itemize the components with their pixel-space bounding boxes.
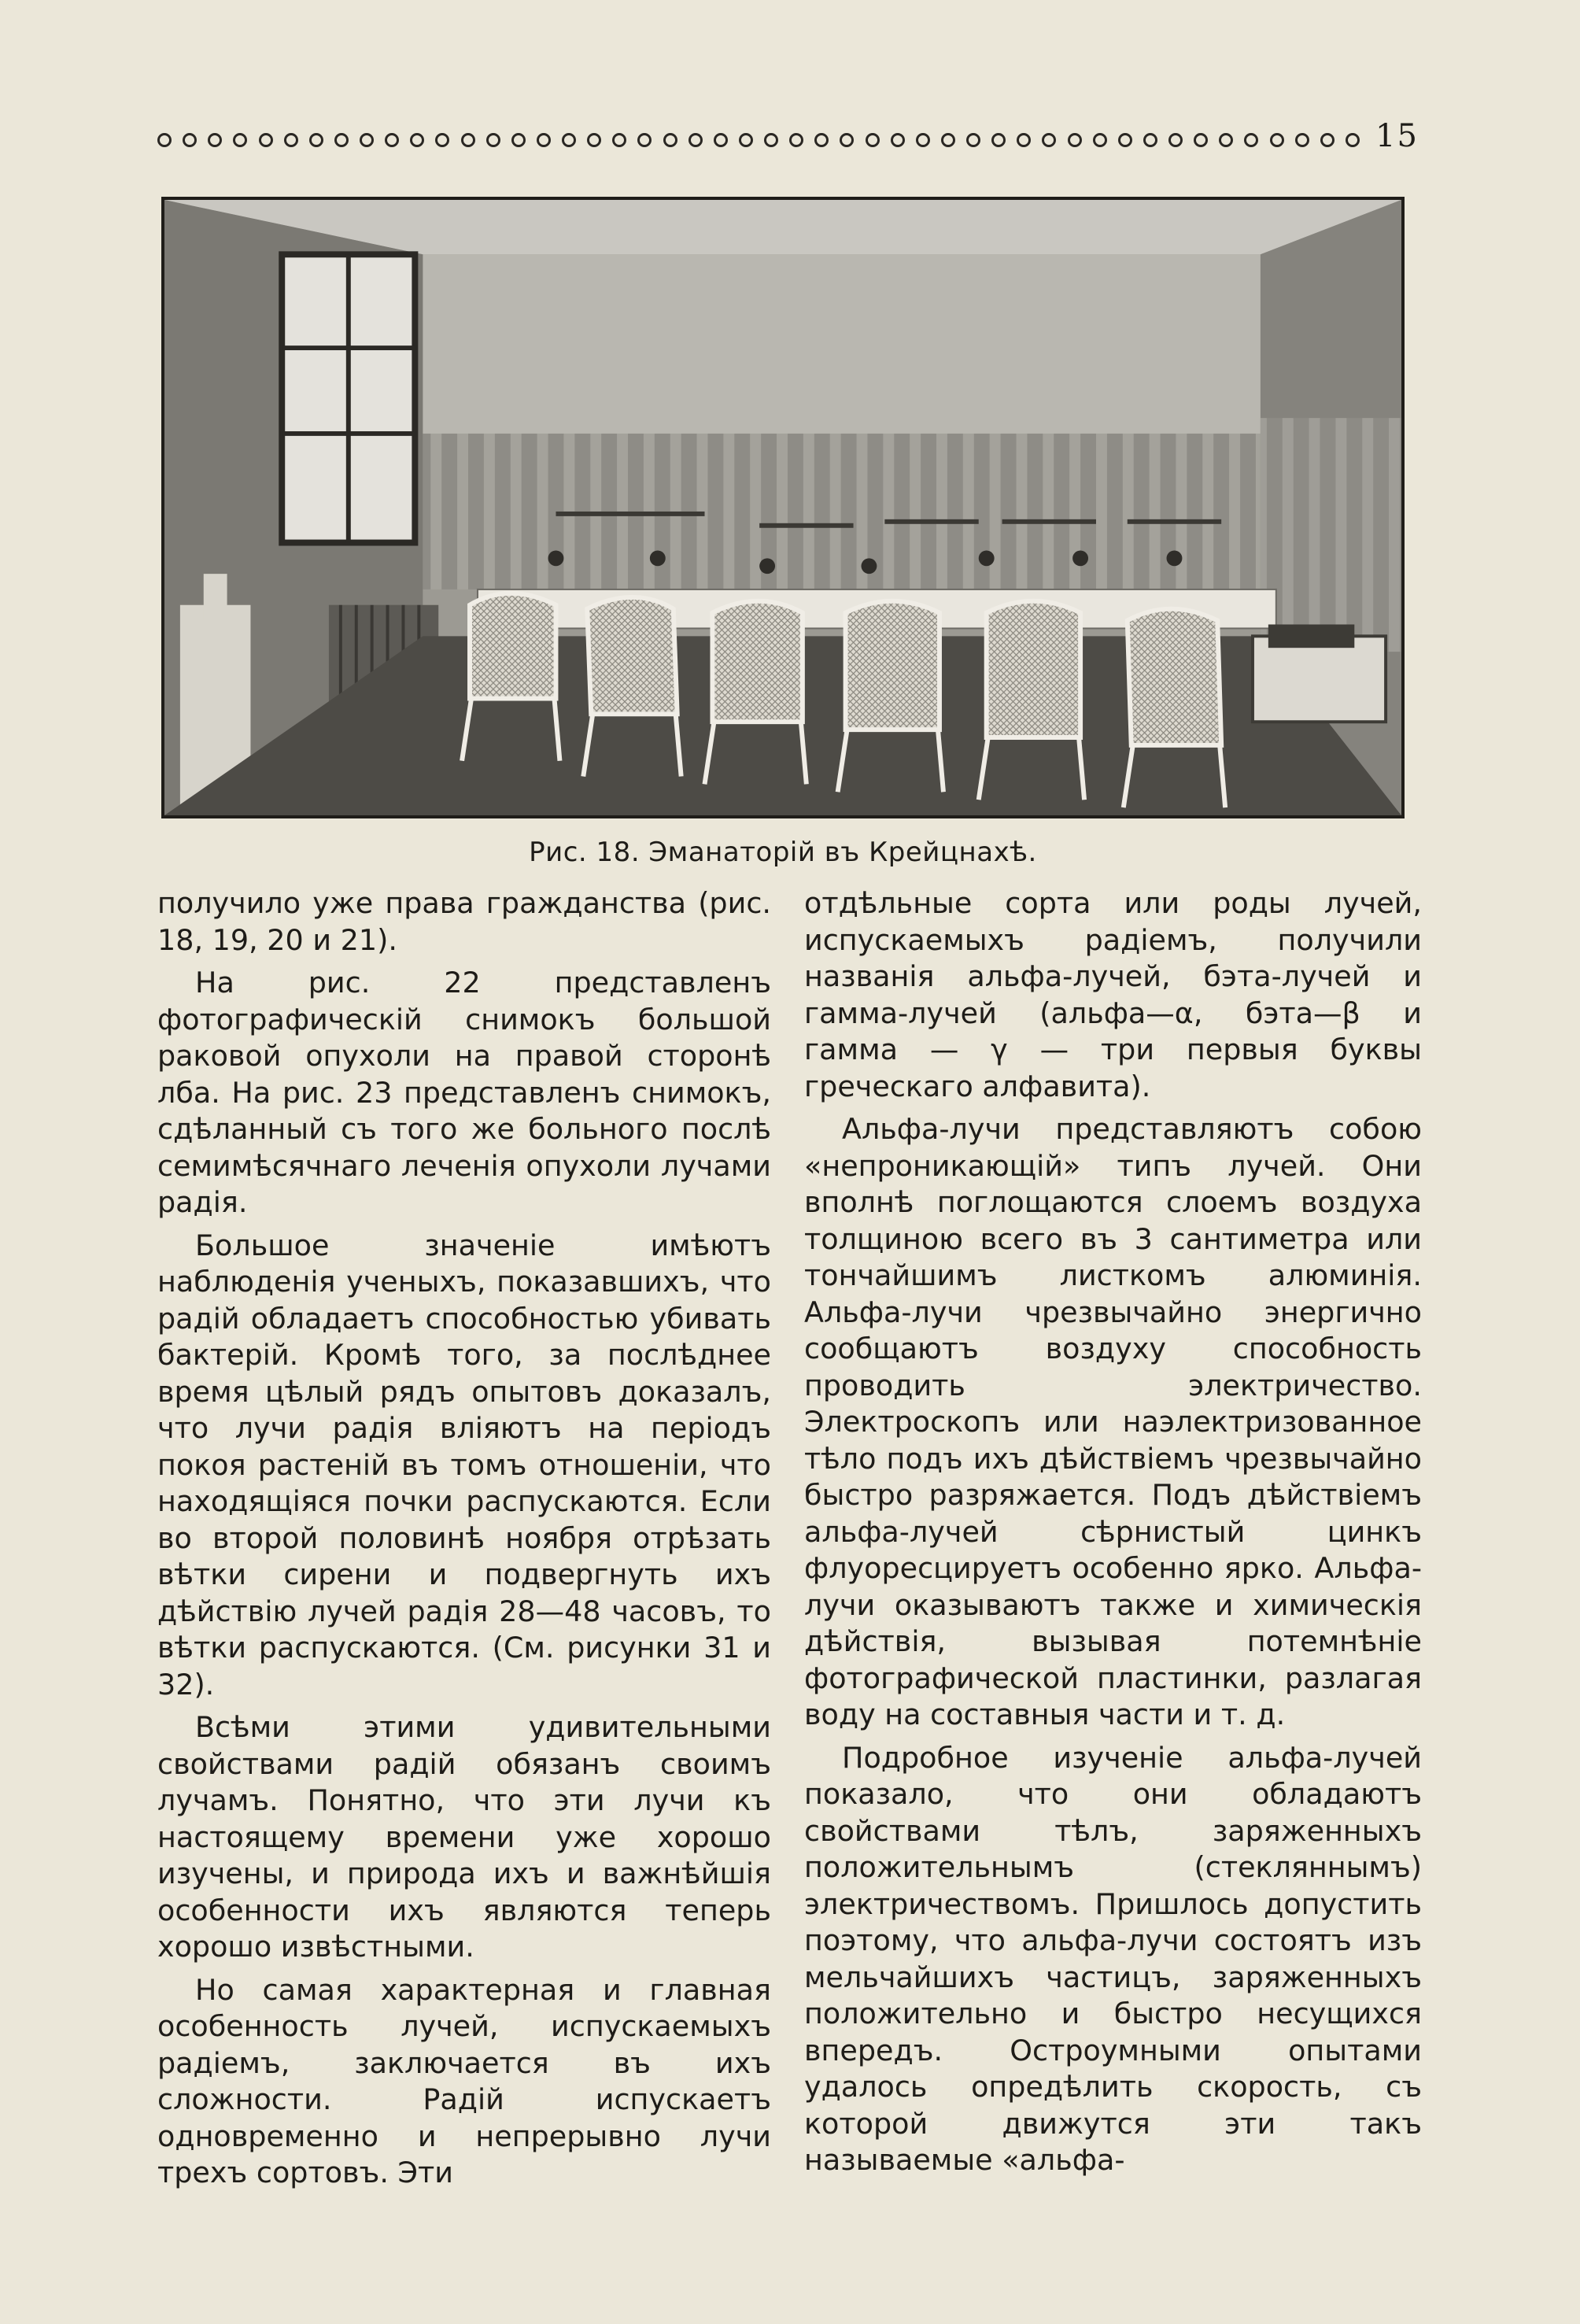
ornament-ring (814, 133, 829, 147)
ornament-ring (208, 133, 222, 147)
ornament-ring (1295, 133, 1309, 147)
ornament-ring (1168, 133, 1183, 147)
ornament-ring (789, 133, 803, 147)
ornament-ring (435, 133, 449, 147)
ornament-ring (385, 133, 399, 147)
ornament-ring (739, 133, 753, 147)
ornament-ring (511, 133, 526, 147)
ornament-ring (486, 133, 500, 147)
ornament-ring (714, 133, 728, 147)
ornament-ring (461, 133, 475, 147)
figure-caption: Рис. 18. Эманаторій въ Крейцнахѣ. (529, 837, 1037, 868)
page-number: 15 (1375, 118, 1419, 154)
paragraph: Большое значеніе имѣютъ наблюденія ученыхъ, показавшихъ, что радій обладаетъ способностью убивать бактерій. Кромѣ того, за послѣднее время цѣлый рядъ опытовъ доказалъ, что лучи радія вліяютъ на періодъ покоя растеній въ томъ отношеніи, что находящіяся почки распускаются. Если во второй половинѣ ноября отрѣзать вѣтки сирени и подвергнуть ихъ дѣйствію лучей радія 28—48 часовъ, то вѣтки распускаются. (См. рисунки 31 и 32). (157, 1228, 771, 1701)
ornament-ring (688, 133, 703, 147)
header-ornament-row (157, 128, 1360, 152)
ornament-ring (663, 133, 677, 147)
ornament-ring (1194, 133, 1208, 147)
ornament-ring (1143, 133, 1157, 147)
ornament-ring (1093, 133, 1107, 147)
ornament-ring (866, 133, 880, 147)
ornament-ring (1042, 133, 1056, 147)
room-photo-illustration (164, 200, 1401, 815)
ornament-ring (562, 133, 576, 147)
ornament-ring (537, 133, 551, 147)
ornament-ring (840, 133, 854, 147)
ornament-ring (410, 133, 424, 147)
paragraph: Но самая характерная и главная особенность лучей, испускаемыхъ радіемъ, заключается въ ихъ сложности. Радій испускаетъ одновременно и непрерывно лучи трехъ сортовъ. Эти (157, 1972, 771, 2189)
ornament-ring (233, 133, 247, 147)
ornament-ring (284, 133, 298, 147)
ornament-ring (1068, 133, 1082, 147)
ornament-ring (1346, 133, 1360, 147)
text-column-left (157, 885, 771, 2198)
ornament-ring (587, 133, 601, 147)
ornament-ring (1244, 133, 1258, 147)
ornament-ring (309, 133, 323, 147)
figure-photo-emanatorium (161, 197, 1405, 818)
ornament-ring (1017, 133, 1031, 147)
ornament-ring (157, 133, 172, 147)
paragraph: получило уже права гражданства (рис. 18, 19, 20 и 21). (157, 886, 771, 957)
ornament-ring (1320, 133, 1335, 147)
ornament-ring (334, 133, 349, 147)
paragraph: отдѣльные сорта или роды лучей, испускаемыхъ радіемъ, получили названія альфа-лучей, бэта-лучей и гамма-лучей (альфа—α, бэта—β и гамма — γ — три первыя буквы греческаго алфавита). (804, 886, 1422, 1103)
ornament-ring (916, 133, 930, 147)
ornament-ring (637, 133, 652, 147)
ornament-ring (1270, 133, 1284, 147)
ornament-ring (991, 133, 1006, 147)
paragraph: Всѣми этими удивительными свойствами радій обязанъ своимъ лучамъ. Понятно, что эти лучи къ настоящему времени уже хорошо изучены, и природа ихъ и важнѣйшія особенности ихъ являются теперь хорошо извѣстными. (157, 1710, 771, 1964)
ornament-ring (1219, 133, 1233, 147)
ornament-ring (259, 133, 273, 147)
ornament-ring (360, 133, 374, 147)
ornament-ring (764, 133, 778, 147)
paragraph: Альфа-лучи представляютъ собою «непроникающій» типъ лучей. Они вполнѣ поглощаются слоемъ воздуха толщиною всего въ 3 сантиметра или тончайшимъ листкомъ алюминія. Альфа-лучи чрезвычайно энергично сообщаютъ воздуху способность проводить электричество. Электроскопъ или наэлектризованное тѣло подъ ихъ дѣйствіемъ чрезвычайно быстро разряжается. Подъ дѣйствіемъ альфа-лучей сѣрнистый цинкъ флуоресцируетъ особенно ярко. Альфа-лучи оказываютъ также и химическія дѣйствія, вызывая потемнѣніе фотографической пластинки, разлагая воду на составныя части и т. д. (804, 1112, 1422, 1731)
paragraph: Подробное изученіе альфа-лучей показало, что они обладаютъ свойствами тѣлъ, заряженныхъ положительнымъ (стекляннымъ) электричествомъ. Пришлось допустить поэтому, что альфа-лучи состоятъ изъ мельчайшихъ частицъ, заряженныхъ положительно и быстро несущихся впередъ. Остроумными опытами удалось опредѣлить скорость, съ которой движутся эти такъ называемые «альфа- (804, 1740, 1422, 2177)
text-column-right (804, 885, 1422, 2185)
ornament-ring (183, 133, 197, 147)
ornament-ring (891, 133, 905, 147)
ornament-ring (612, 133, 626, 147)
ornament-ring (966, 133, 980, 147)
ornament-ring (1118, 133, 1132, 147)
paragraph: На рис. 22 представленъ фотографическій снимокъ большой раковой опухоли на правой сторонѣ лба. На рис. 23 представленъ снимокъ, сдѣланный съ того же больного послѣ семимѣсячнаго леченія опухоли лучами радія. (157, 966, 771, 1219)
ornament-ring (941, 133, 955, 147)
